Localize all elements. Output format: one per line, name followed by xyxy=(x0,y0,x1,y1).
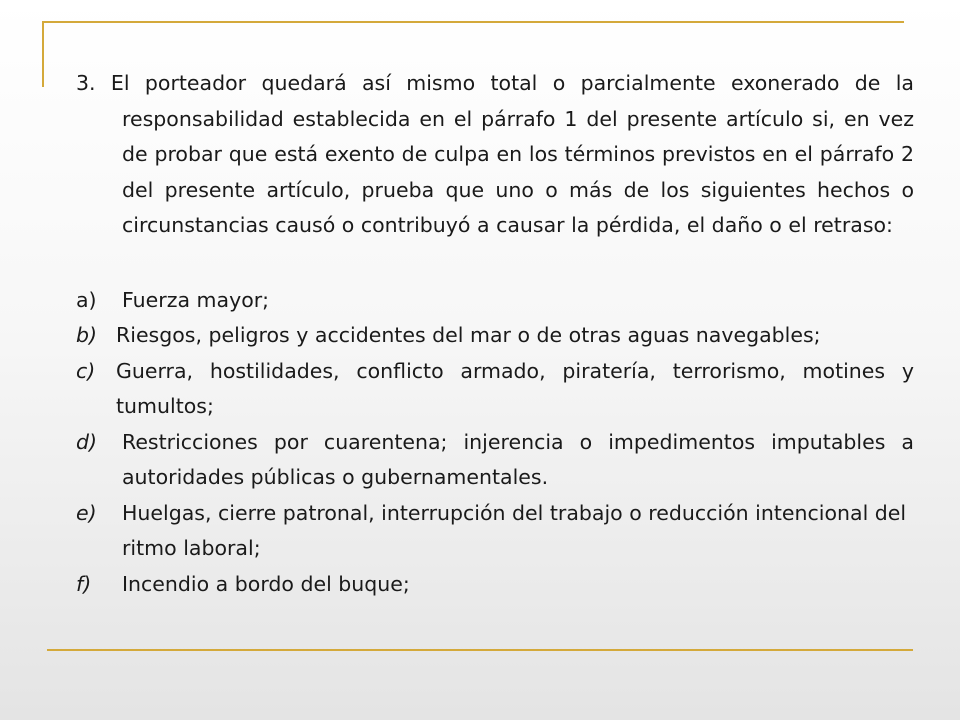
list-item-letter: d) xyxy=(76,429,98,454)
bottom-decorative-rule xyxy=(47,649,913,651)
list-item-letter: c) xyxy=(76,358,96,383)
left-decorative-rule xyxy=(42,21,44,87)
top-decorative-rule xyxy=(42,21,904,23)
list-item-text: Huelgas, cierre patronal, interrupción del trabajo o reducción intencional del ritmo laboral; xyxy=(122,500,907,560)
list-item-text: Riesgos, peligros y accidentes del mar o de otras aguas navegables; xyxy=(116,323,821,347)
list-item-text: Restricciones por cuarentena; injerencia o impedimentos imputables a autoridades públicas o gubernamentales. xyxy=(122,429,914,489)
list-item xyxy=(76,567,914,603)
list-item-text: Fuerza mayor; xyxy=(122,287,270,312)
slide-content xyxy=(76,66,914,602)
list-item-text: Incendio a bordo del buque; xyxy=(122,571,410,596)
list-item-letter: a) xyxy=(76,287,97,312)
list-item-letter: f) xyxy=(76,571,92,596)
list-item-letter: b) xyxy=(76,323,98,347)
list-item xyxy=(76,425,914,496)
paragraph-spacer xyxy=(76,244,914,283)
list-item xyxy=(76,318,914,354)
list-item-letter: e) xyxy=(76,500,97,525)
list-item xyxy=(76,283,914,319)
list-item xyxy=(76,496,914,567)
list-item xyxy=(76,354,914,425)
article-paragraph: 3. El porteador quedará así mismo total o parcialmente exonerado de la responsabilidad establecida en el párrafo 1 del presente artículo si, en vez de probar que está exento de culpa en los términos previstos en el párrafo 2 del presente artículo, prueba que uno o más de los siguientes hechos o circunstancias causó o contribuyó a causar la pérdida, el daño o el retraso: xyxy=(76,71,914,237)
list-item-text: Guerra, hostilidades, conflicto armado, piratería, terrorismo, motines y tumultos; xyxy=(116,358,914,418)
